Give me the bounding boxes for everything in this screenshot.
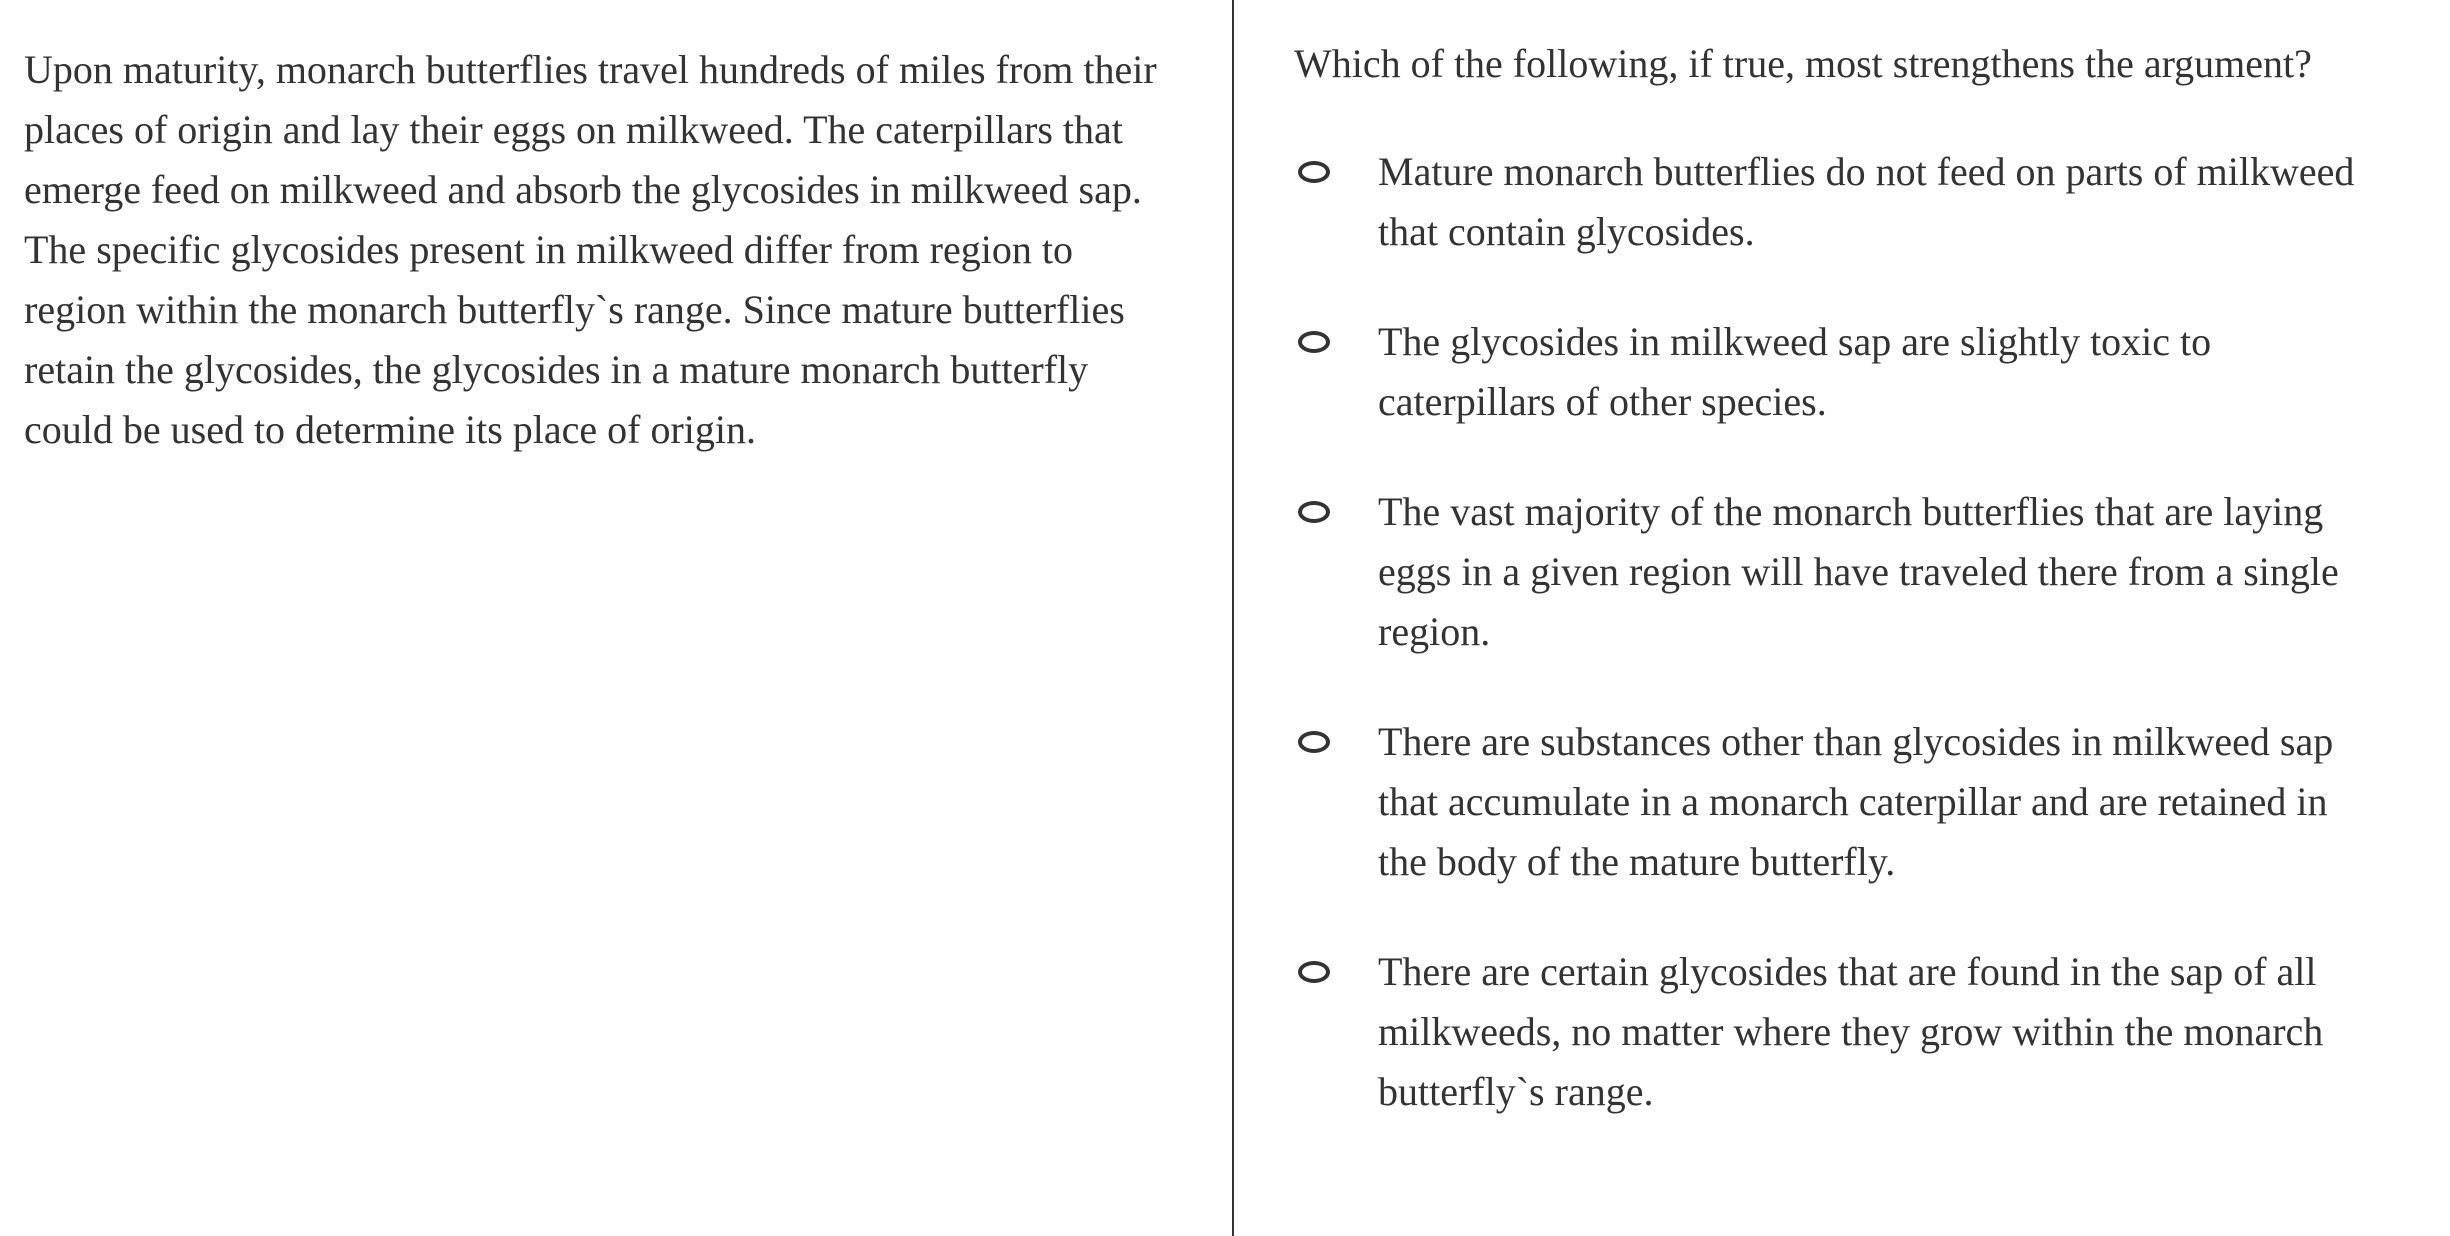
answer-choice-label: The glycosides in milkweed sap are slightly toxic to caterpillars of other species.: [1378, 319, 2212, 424]
radio-button-icon[interactable]: [1298, 161, 1330, 183]
answer-choice-e[interactable]: [1294, 942, 2450, 1122]
answer-choice-label: The vast majority of the monarch butterflies that are laying eggs in a given region will have traveled there from a single region.: [1378, 489, 2339, 654]
answer-choice-c[interactable]: [1294, 482, 2450, 662]
answer-choices: [1294, 142, 2450, 1122]
answer-choice-label: There are certain glycosides that are found in the sap of all milkweeds, no matter where they grow within the monarch butterfly`s range.: [1378, 949, 2324, 1114]
answer-choice-a[interactable]: [1294, 142, 2450, 262]
question-stem: Which of the following, if true, most strengthens the argument?: [1294, 41, 2312, 86]
passage-text: Upon maturity, monarch butterflies travel hundreds of miles from their places of origin and lay their eggs on milkweed. The caterpillars that emerge feed on milkweed and absorb the glycosides in milkweed sap. The specific glycosides present in milkweed differ from region to region within the monarch butterfly`s range. Since mature butterflies retain the glycosides, the glycosides in a mature monarch butterfly could be used to determine its place of origin.: [24, 47, 1157, 452]
question-pane: [1234, 0, 2450, 1236]
answer-choice-label: There are substances other than glycosides in milkweed sap that accumulate in a monarch caterpillar and are retained in the body of the mature butterfly.: [1378, 719, 2334, 884]
answer-choice-d[interactable]: [1294, 712, 2450, 892]
radio-button-icon[interactable]: [1298, 501, 1330, 523]
answer-choice-b[interactable]: [1294, 312, 2450, 432]
radio-button-icon[interactable]: [1298, 961, 1330, 983]
answer-choice-label: Mature monarch butterflies do not feed on parts of milkweed that contain glycosides.: [1378, 149, 2355, 254]
radio-button-icon[interactable]: [1298, 331, 1330, 353]
radio-button-icon[interactable]: [1298, 731, 1330, 753]
